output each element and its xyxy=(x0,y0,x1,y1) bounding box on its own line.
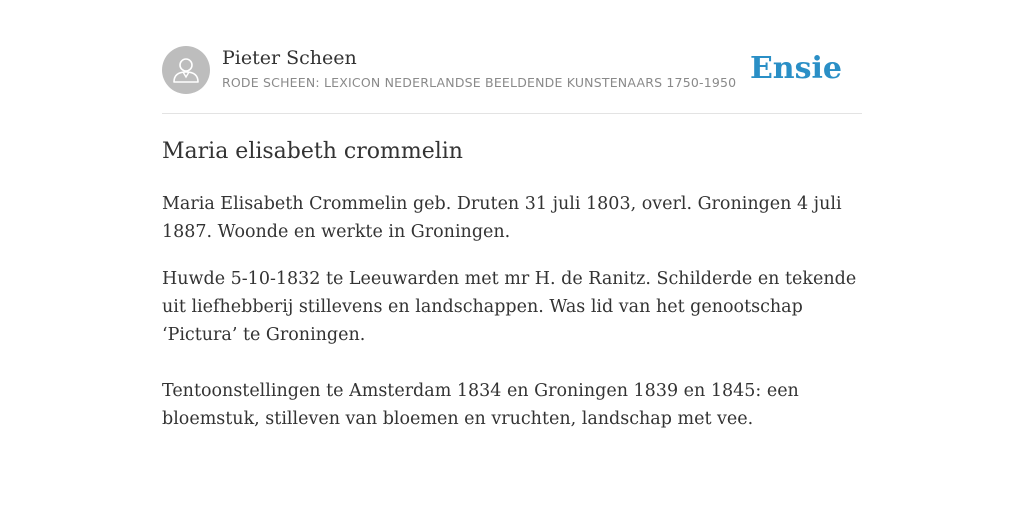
article-paragraph: Maria Elisabeth Crommelin geb. Druten 31 juli 1803, overl. Groningen 4 juli 1887. Woonde en werkte in Groningen. xyxy=(162,194,842,242)
avatar[interactable] xyxy=(162,46,210,94)
ensie-logo[interactable]: Ensie xyxy=(749,51,842,86)
article-title: Maria elisabeth crommelin xyxy=(162,139,463,164)
source-title: RODE SCHEEN: LEXICON NEDERLANDSE BEELDENDE KUNSTENAARS 1750-1950 xyxy=(222,75,737,90)
author-name[interactable]: Pieter Scheen xyxy=(222,47,357,69)
author-header xyxy=(162,46,862,96)
user-icon xyxy=(162,46,210,94)
header-divider xyxy=(162,113,862,114)
article-paragraph: Huwde 5-10-1832 te Leeuwarden met mr H. de Ranitz. Schilderde en tekende uit liefhebberij stillevens en landschappen. Was lid van het genootschap ‘Pictura’ te Groningen. xyxy=(162,269,857,345)
article-paragraph: Tentoonstellingen te Amsterdam 1834 en Groningen 1839 en 1845: een bloemstuk, stilleven van bloemen en vruchten, landschap met vee. xyxy=(162,381,799,429)
